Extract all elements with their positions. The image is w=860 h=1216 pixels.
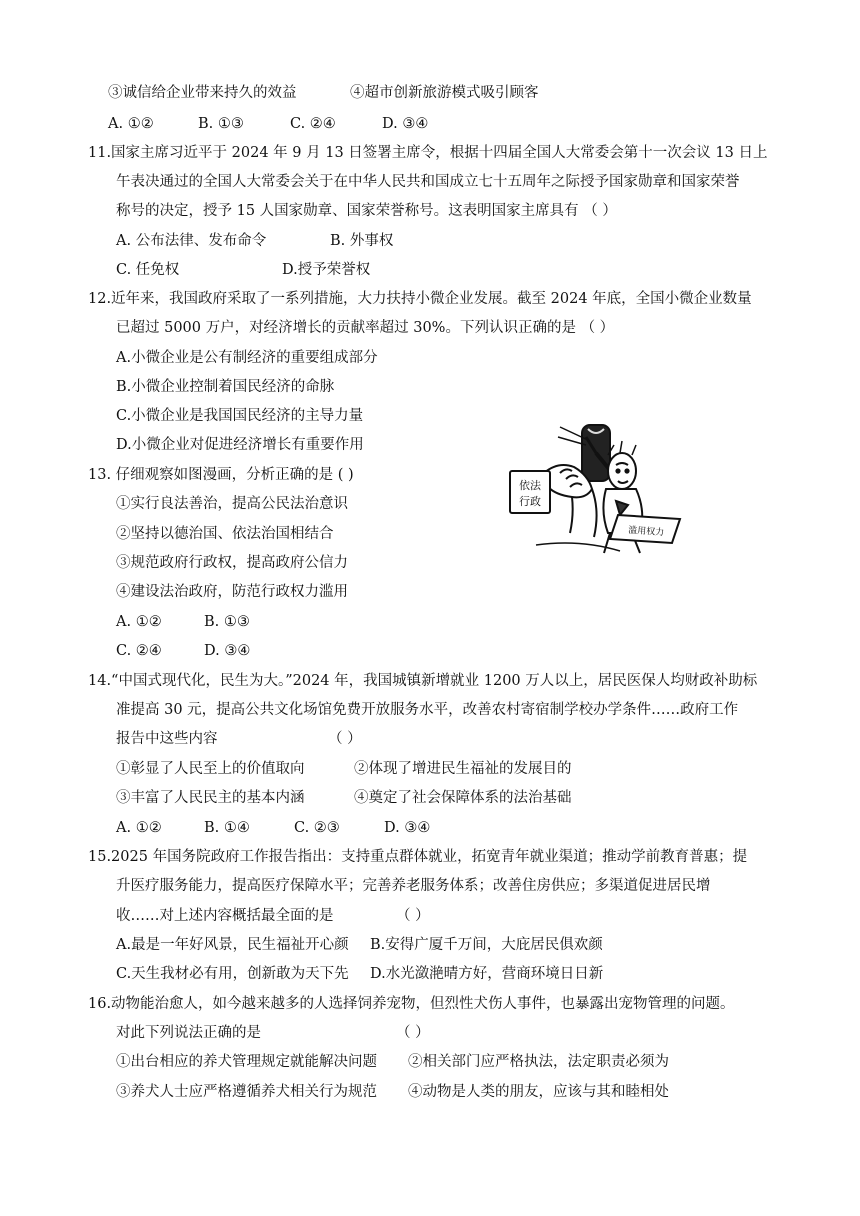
cartoon-label-left-top: 依法 (519, 479, 541, 492)
q15-choice-a: A.最是一年好风景，民生福祉开心颜 (116, 937, 349, 953)
q11-choice-b: B. 外事权 (330, 233, 394, 249)
q13-option-4: ④建设法治政府，防范行政权力滥用 (116, 584, 348, 600)
q14-answer-paren: （ ） (328, 731, 362, 747)
q15-choice-c: C.天生我材必有用，创新敢为天下先 (116, 966, 349, 982)
q15-choice-d: D.水光潋滟晴方好，营商环境日日新 (370, 966, 604, 982)
q14-option-4: ④奠定了社会保障体系的法治基础 (354, 790, 572, 806)
q14-stem-line-3: 报告中这些内容 (116, 731, 218, 747)
q12-choice-c: C.小微企业是我国国民经济的主导力量 (116, 408, 364, 424)
q15-stem-line-3: 收……对上述内容概括最全面的是 (116, 908, 334, 924)
q11-stem-line-1: 11.国家主席习近平于 2024 年 9 月 13 日签署主席令，根据十四届全国人大常委会第十一次会议 13 日上 (88, 145, 768, 161)
q13-option-2: ②坚持以德治国、依法治国相结合 (116, 526, 334, 542)
q12-stem-line-1: 12.近年来，我国政府采取了一系列措施，大力扶持小微企业发展。截至 2024 年底，全国小微企业数量 (88, 291, 752, 307)
q11-stem-line-3: 称号的决定，授予 15 人国家勋章、国家荣誉称号。这表明国家主席具有 （ ） (116, 203, 617, 219)
q12-stem-line-2: 已超过 5000 万户，对经济增长的贡献率超过 30%。下列认识正确的是 （ ） (116, 320, 615, 336)
q14-choice-c: C. ②③ (294, 820, 340, 836)
q14-choice-b: B. ①④ (204, 820, 250, 836)
q16-option-2: ②相关部门应严格执法，法定职责必须为 (408, 1054, 669, 1070)
q13-option-1: ①实行良法善治，提高公民法治意识 (116, 496, 348, 512)
q12-choice-a: A.小微企业是公有制经济的重要组成部分 (116, 350, 378, 366)
q10-choice-c: C. ②④ (290, 116, 336, 132)
q16-answer-paren: （ ） (396, 1025, 430, 1041)
q14-choice-a: A. ①② (116, 820, 162, 836)
q15-stem-line-2: 升医疗服务能力，提高医疗保障水平；完善养老服务体系；改善住房供应；多渠道促进居民增 (116, 878, 711, 894)
q13-choice-d: D. ③④ (204, 643, 251, 659)
q13-option-3: ③规范政府行政权，提高政府公信力 (116, 555, 348, 571)
q10-choice-a: A. ①② (108, 116, 154, 132)
q14-stem-line-1: 14.“中国式现代化，民生为大。”2024 年，我国城镇新增就业 1200 万人以上，居民医保人均财政补助标 (88, 673, 758, 689)
cartoon-label-paper: 滥用权力 (627, 525, 665, 539)
q10-choice-d: D. ③④ (382, 116, 429, 132)
q11-choice-a: A. 公布法律、发布命令 (116, 233, 267, 249)
q16-stem-line-1: 16.动物能治愈人，如今越来越多的人选择饲养宠物，但烈性犬伤人事件，也暴露出宠物管理的问题。 (88, 996, 735, 1012)
cartoon-label-left-bottom: 行政 (519, 495, 541, 508)
q14-stem-line-2: 准提高 30 元，提高公共文化场馆免费开放服务水平，改善农村寄宿制学校办学条件……政府工作 (116, 702, 739, 718)
q10-option-4: ④超市创新旅游模式吸引顾客 (350, 85, 539, 101)
q16-option-1: ①出台相应的养犬管理规定就能解决问题 (116, 1054, 377, 1070)
q14-option-2: ②体现了增进民生福祉的发展目的 (354, 761, 572, 777)
q10-choice-b: B. ①③ (198, 116, 244, 132)
q13-choice-a: A. ①② (116, 614, 162, 630)
q14-choice-d: D. ③④ (384, 820, 431, 836)
q12-choice-b: B.小微企业控制着国民经济的命脉 (116, 379, 335, 395)
q13-choice-b: B. ①③ (204, 614, 250, 630)
cartoon-illustration (500, 415, 690, 565)
q16-option-4: ④动物是人类的朋友，应该与其和睦相处 (408, 1084, 669, 1100)
q13-stem: 13. 仔细观察如图漫画，分析正确的是 ( ) (88, 467, 354, 483)
q13-choice-c: C. ②④ (116, 643, 162, 659)
q14-option-3: ③丰富了人民民主的基本内涵 (116, 790, 305, 806)
q15-choice-b: B.安得广厦千万间，大庇居民俱欢颜 (370, 937, 603, 953)
q11-choice-d: D.授予荣誉权 (282, 262, 371, 278)
q11-stem-line-2: 午表决通过的全国人大常委会关于在中华人民共和国成立七十五周年之际授予国家勋章和国家荣誉 (116, 174, 740, 190)
q14-option-1: ①彰显了人民至上的价值取向 (116, 761, 305, 777)
q16-option-3: ③养犬人士应严格遵循养犬相关行为规范 (116, 1084, 377, 1100)
q16-stem-line-2: 对此下列说法正确的是 (116, 1025, 261, 1041)
q12-choice-d: D.小微企业对促进经济增长有重要作用 (116, 437, 364, 453)
q11-choice-c: C. 任免权 (116, 262, 180, 278)
q10-option-3: ③诚信给企业带来持久的效益 (108, 85, 297, 101)
q15-stem-line-1: 15.2025 年国务院政府工作报告指出：支持重点群体就业，拓宽青年就业渠道；推动学前教育普惠；提 (88, 849, 748, 865)
q15-answer-paren: （ ） (396, 908, 430, 924)
